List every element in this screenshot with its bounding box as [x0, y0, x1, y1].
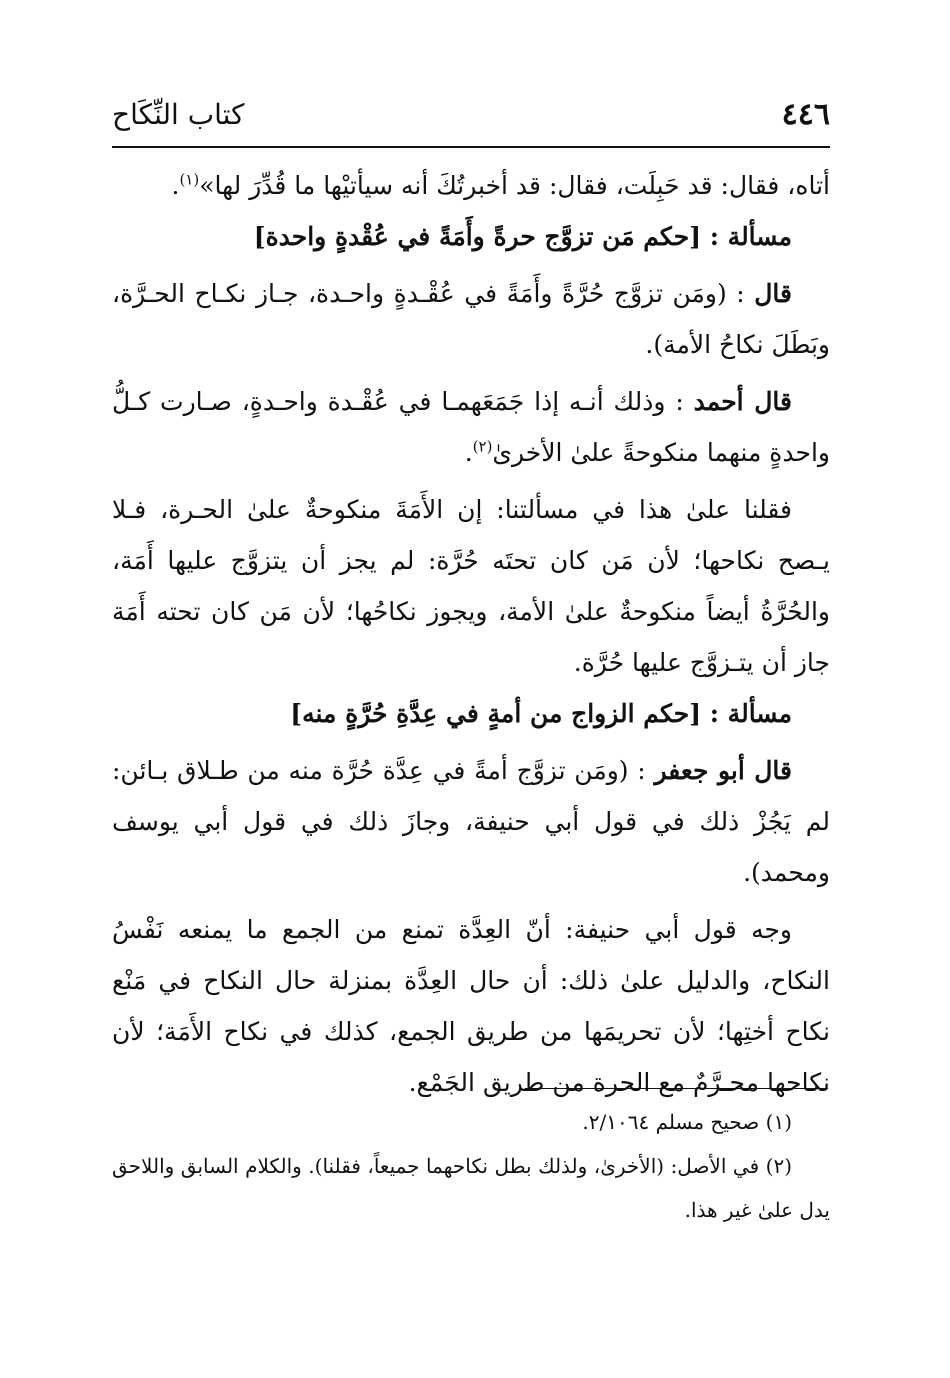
paragraph-text: : (ومَن تزوَّج أمةً في عِدَّة حُرَّة منه من طـلاق بـائن: لم يَجُزْ ذلك في قول أبي حنيفة، وجازَ ذلك في قول أبي يوسف ومحمد).	[112, 756, 830, 887]
footnote-2: (٢) في الأصل: (الأخرىٰ، ولذلك بطل نكاحهما جميعاً، فقلنا). والكلام السابق واللاحق يدل علىٰ غير هذا.	[112, 1154, 830, 1222]
paragraph-text: : وذلك أنـه إذا جَمَعَهمـا في عُقْـدة واحـدةٍ، صـارت كـلُّ واحدةٍ منهما منكوحةً علىٰ الأخرىٰ	[112, 387, 830, 467]
page-number: ٤٤٦	[781, 97, 830, 132]
paragraph-continuation	[112, 160, 830, 211]
paragraph-end: .	[171, 171, 180, 200]
section-heading: مسألة : [حكم الزواج من أمةٍ في عِدَّةِ حُرَّةٍ منه]	[290, 699, 792, 728]
main-text	[112, 160, 830, 1108]
section-heading: مسألة : [حكم مَن تزوَّج حرةً وأَمَةً في عُقْدةٍ واحدة]	[253, 222, 792, 251]
paragraph-end: .	[464, 438, 473, 467]
running-title: كتاب النِّكَاح	[112, 98, 245, 131]
paragraph: وجه قول أبي حنيفة: أنّ العِدَّة تمنع من الجمع ما يمنعه نَفْسُ النكاح، والدليل علىٰ ذلك: أن حال العِدَّة بمنزلة حال النكاح في مَنْع نكاح أختِها؛ لأن تحريمَها من طريق الجمع، كذلك في نكاح الأَمَة؛ لأن نكاحها محـرَّمٌ مع الحرة من طريق الجَمْع.	[112, 915, 830, 1097]
speaker-label: قال أبو جعفر	[654, 756, 792, 785]
footnote-marker: (١)	[179, 170, 200, 189]
page-header	[112, 95, 830, 143]
paragraph	[112, 376, 830, 478]
footnote-separator	[525, 1088, 828, 1089]
paragraph-text: : (ومَن تزوَّج حُرَّةً وأَمَةً في عُقْـدةٍ واحـدة، جـاز نكـاح الحـرَّة، وبَطَلَ نكاحُ الأمة).	[112, 279, 830, 359]
paragraph-text: أتاه، فقال: قد حَبِلَت، فقال: قد أخبرتُكَ أنه سيأتيْها ما قُدِّرَ لها»	[199, 171, 830, 200]
paragraph	[112, 268, 830, 370]
paragraph	[112, 745, 830, 898]
footnote-1: (١) صحيح مسلم ٢/١٠٦٤.	[582, 1110, 792, 1134]
header-rule	[112, 146, 830, 148]
footnotes	[112, 1100, 830, 1232]
speaker-label: قال أحمد	[693, 387, 792, 416]
footnote-marker: (٢)	[472, 437, 493, 456]
speaker-label: قال	[754, 279, 792, 308]
paragraph: فقلنا علىٰ هذا في مسألتنا: إن الأَمَةَ منكوحةٌ علىٰ الحـرة، فـلا يـصح نكاحها؛ لأن مَن كان تحتَه حُرَّة: لم يجز أن يتزوَّج عليها أَمَة، والحُرَّةُ أيضاً منكوحةٌ علىٰ الأمة، ويجوز نكاحُها؛ لأن مَن كان تحته أَمَة جاز أن يتـزوَّج عليها حُرَّة.	[112, 495, 831, 677]
